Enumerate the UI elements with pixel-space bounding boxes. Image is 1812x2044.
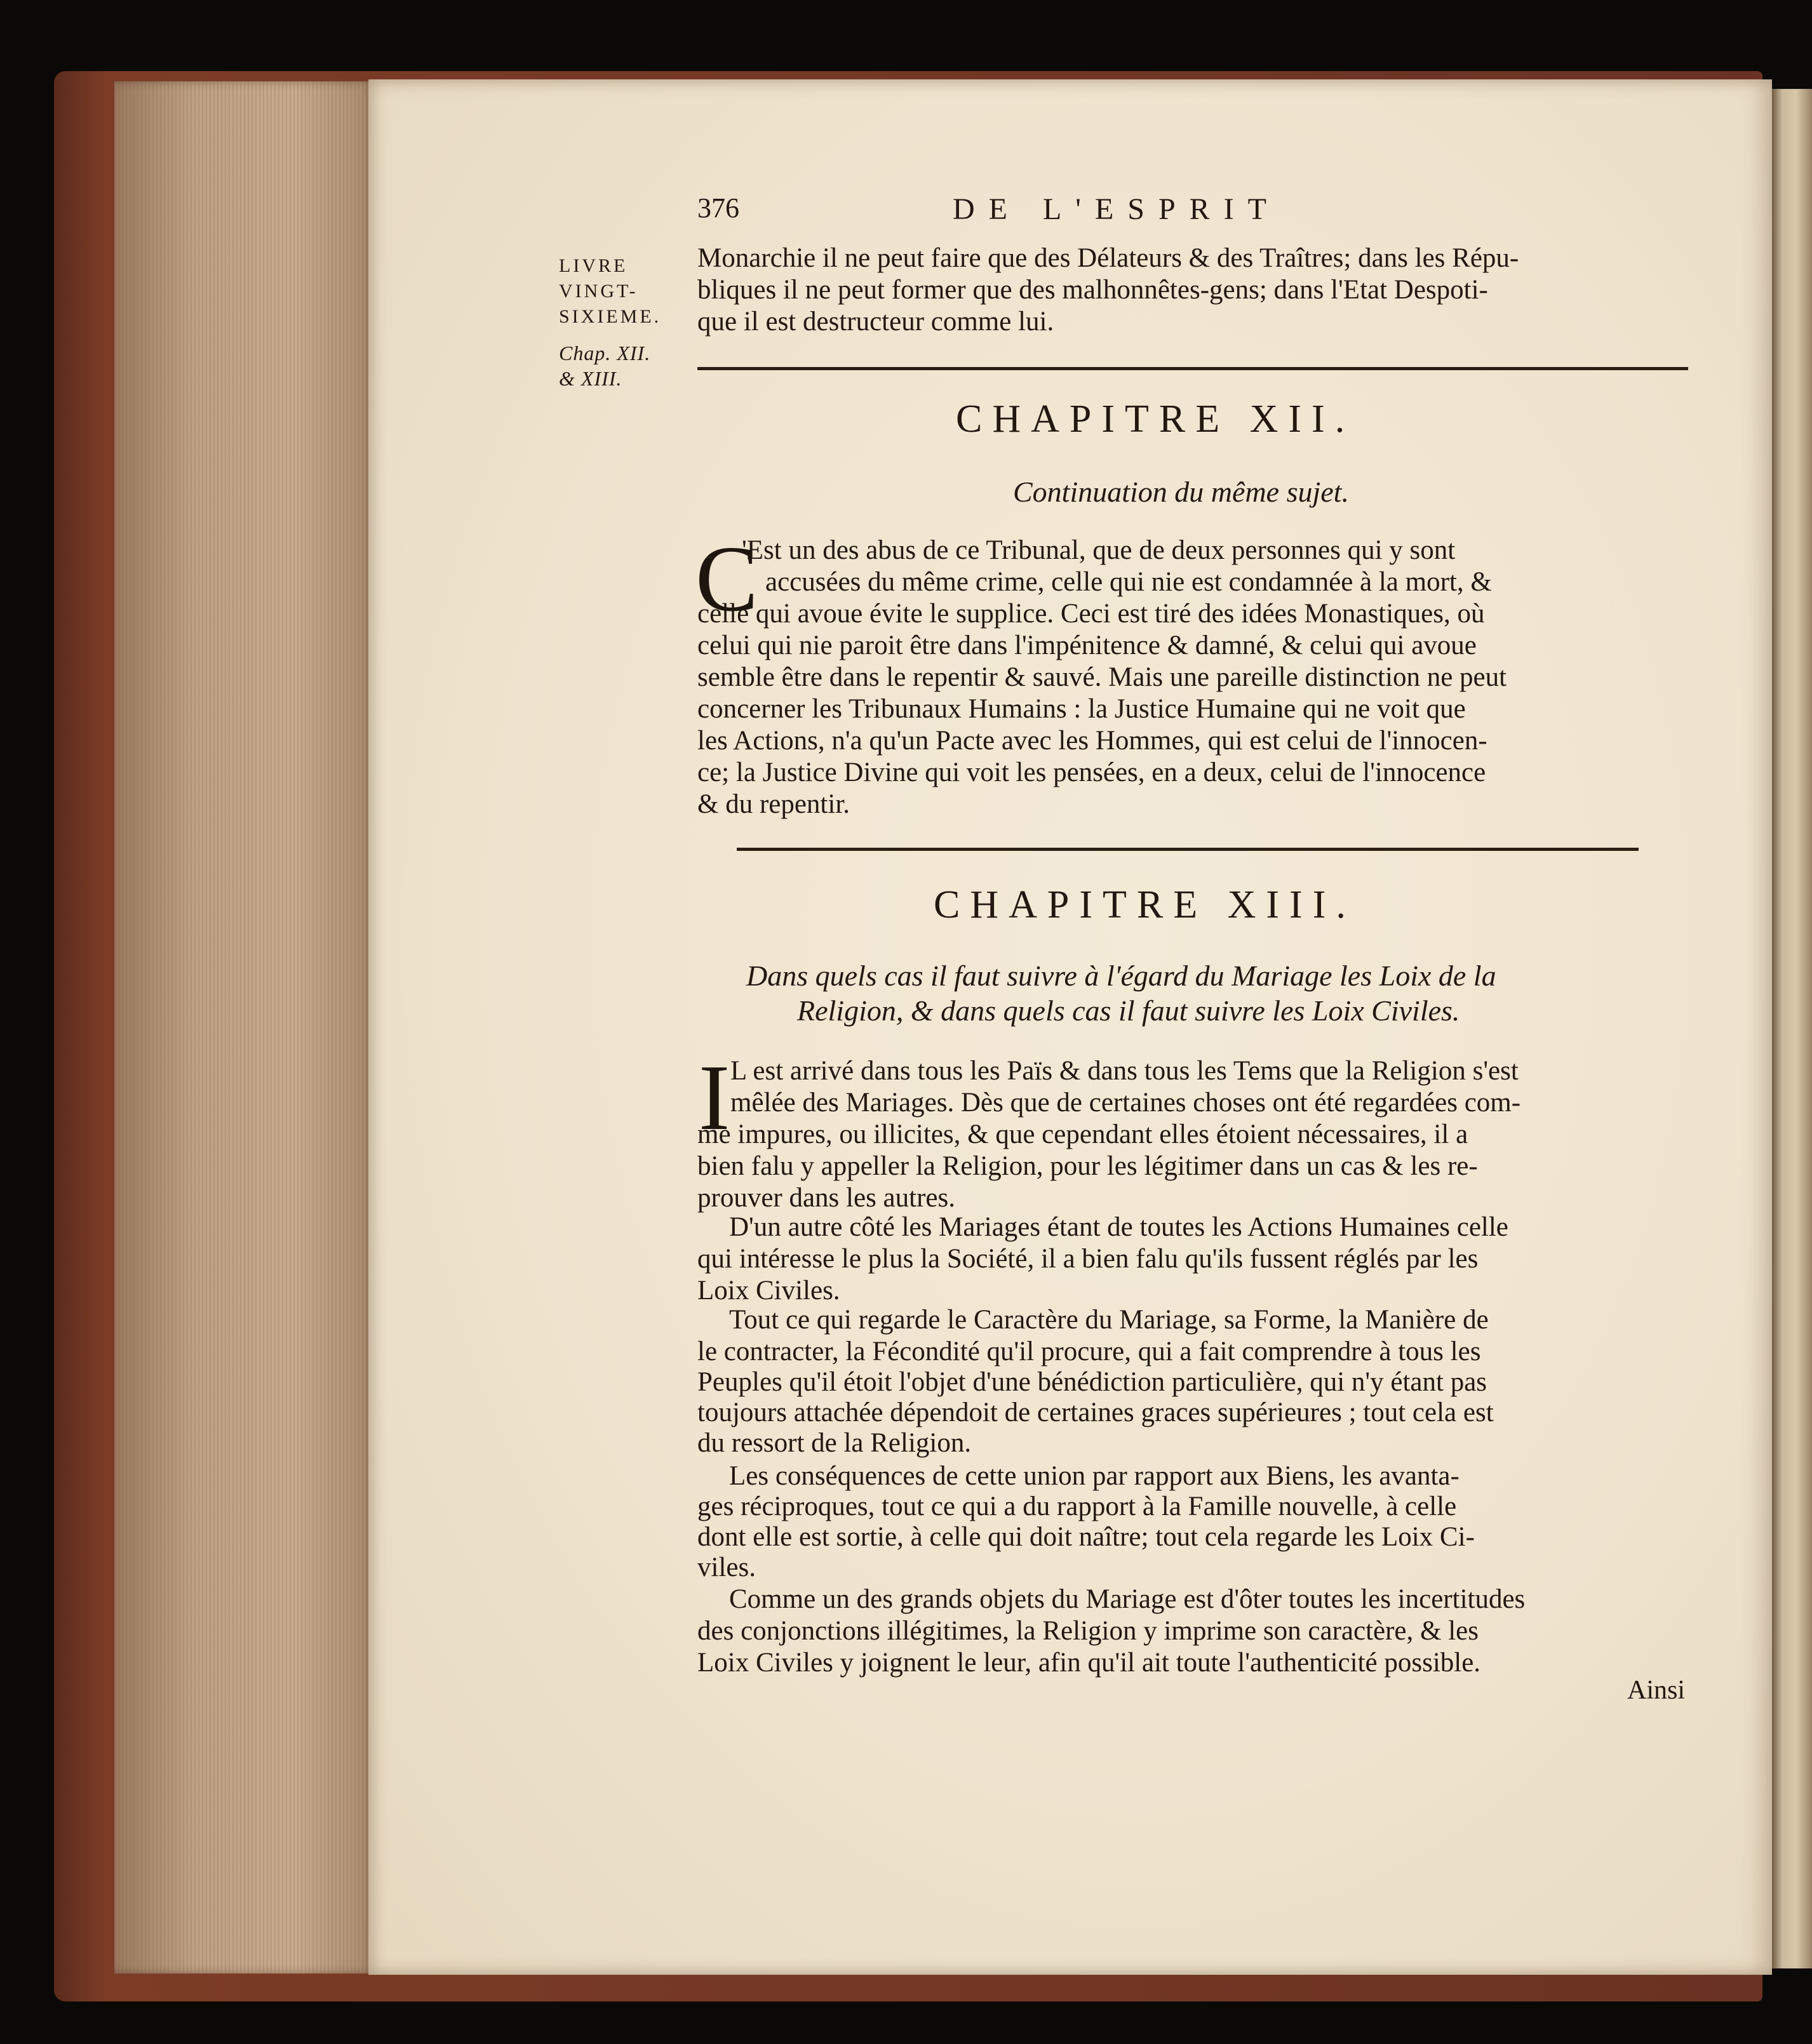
chapter-13-line: Tout ce qui regarde le Caractère du Mariage, sa Forme, la Manière de bbox=[729, 1305, 1489, 1335]
chapter-13-line: qui intéresse le plus la Société, il a bien falu qu'ils fussent réglés par les bbox=[697, 1244, 1479, 1274]
chapter-12-line: 'Est un des abus de ce Tribunal, que de deux personnes qui y sont bbox=[742, 535, 1456, 565]
margin-note-livre: LIVRE bbox=[559, 255, 628, 276]
dropcap-c: C bbox=[695, 527, 758, 631]
chapter-12-line: celui qui nie paroit être dans l'impénitence & damné, & celui qui avoue bbox=[697, 631, 1477, 660]
chapter-13-line: L est arrivé dans tous les Païs & dans tous les Tems que la Religion s'est bbox=[730, 1056, 1519, 1086]
chapter-13-title: CHAPITRE XIII. bbox=[934, 883, 1356, 926]
chapter-13-line: mêlée des Mariages. Dès que de certaines choses ont été regardées com- bbox=[730, 1088, 1521, 1118]
catchword: Ainsi bbox=[1627, 1676, 1686, 1705]
chapter-13-line: me impures, ou illicites, & que cependant elles étoient nécessaires, il a bbox=[697, 1119, 1468, 1149]
chapter-12-line: accusées du même crime, celle qui nie est condamnée à la mort, & bbox=[765, 567, 1492, 597]
chapter-13-line: toujours attachée dépendoit de certaines graces supérieures ; tout cela est bbox=[697, 1398, 1494, 1427]
chapter-12-title: CHAPITRE XII. bbox=[956, 397, 1355, 441]
chapter-13-line: Peuples qu'il étoit l'objet d'une bénédiction particulière, qui n'y étant pas bbox=[697, 1367, 1487, 1397]
page-block-edge bbox=[114, 81, 375, 1974]
facing-page-edge bbox=[1772, 89, 1812, 1968]
chapter-13-line: du ressort de la Religion. bbox=[697, 1428, 972, 1458]
margin-note-sixieme: SIXIEME. bbox=[559, 306, 662, 327]
chapter-13-line: viles. bbox=[697, 1553, 756, 1582]
chapter-12-line: celle qui avoue évite le supplice. Ceci est tiré des idées Monastiques, où bbox=[697, 599, 1485, 629]
section-rule bbox=[737, 848, 1639, 851]
margin-note-chapter-2: & XIII. bbox=[559, 367, 622, 390]
chapter-13-line: des conjonctions illégitimes, la Religion y imprime son caractère, & les bbox=[697, 1616, 1479, 1646]
carryover-line: que il est destructeur comme lui. bbox=[697, 307, 1054, 337]
chapter-13-line: dont elle est sortie, à celle qui doit naître; tout cela regarde les Loix Ci- bbox=[697, 1522, 1475, 1552]
chapter-13-subtitle: Religion, & dans quels cas il faut suivre les Loix Civiles. bbox=[797, 994, 1460, 1027]
margin-note-chapter: Chap. XII. bbox=[559, 342, 651, 364]
margin-note-vingt: VINGT- bbox=[559, 281, 638, 302]
chapter-13-line: Les conséquences de cette union par rapport aux Biens, les avanta- bbox=[729, 1461, 1460, 1491]
chapter-12-line: & du repentir. bbox=[697, 789, 850, 819]
chapter-12-subtitle: Continuation du même sujet. bbox=[1013, 476, 1349, 508]
carryover-line: Monarchie il ne peut faire que des Délateurs & des Traîtres; dans les Répu- bbox=[697, 243, 1519, 273]
page-number: 376 bbox=[697, 192, 739, 224]
chapter-12-line: les Actions, n'a qu'un Pacte avec les Hommes, qui est celui de l'innocen- bbox=[697, 726, 1487, 756]
dropcap-i: I bbox=[699, 1046, 730, 1150]
chapter-13-subtitle: Dans quels cas il faut suivre à l'égard du Mariage les Loix de la bbox=[746, 959, 1496, 992]
running-head: DE L'ESPRIT bbox=[953, 192, 1280, 226]
chapter-13-line: D'un autre côté les Mariages étant de toutes les Actions Humaines celle bbox=[729, 1212, 1508, 1242]
chapter-13-line: Loix Civiles. bbox=[697, 1276, 840, 1306]
chapter-13-line: Comme un des grands objets du Mariage est d'ôter toutes les incertitudes bbox=[729, 1584, 1526, 1614]
chapter-13-line: Loix Civiles y joignent le leur, afin qu'il ait toute l'authenticité possible. bbox=[697, 1648, 1481, 1678]
chapter-13-line: bien falu y appeller la Religion, pour les légitimer dans un cas & les re- bbox=[697, 1151, 1478, 1181]
section-rule bbox=[697, 367, 1688, 370]
chapter-13-line: ges réciproques, tout ce qui a du rapport à la Famille nouvelle, à celle bbox=[697, 1492, 1457, 1521]
carryover-line: bliques il ne peut former que des malhonnêtes-gens; dans l'Etat Despoti- bbox=[697, 275, 1488, 305]
chapter-13-line: le contracter, la Fécondité qu'il procure, qui a fait comprendre à tous les bbox=[697, 1337, 1481, 1366]
chapter-12-line: concerner les Tribunaux Humains : la Justice Humaine qui ne voit que bbox=[697, 694, 1466, 724]
chapter-13-line: prouver dans les autres. bbox=[697, 1183, 955, 1213]
chapter-12-line: ce; la Justice Divine qui voit les pensées, en a deux, celui de l'innocence bbox=[697, 758, 1486, 787]
chapter-12-line: semble être dans le repentir & sauvé. Mais une pareille distinction ne peut bbox=[697, 662, 1507, 692]
